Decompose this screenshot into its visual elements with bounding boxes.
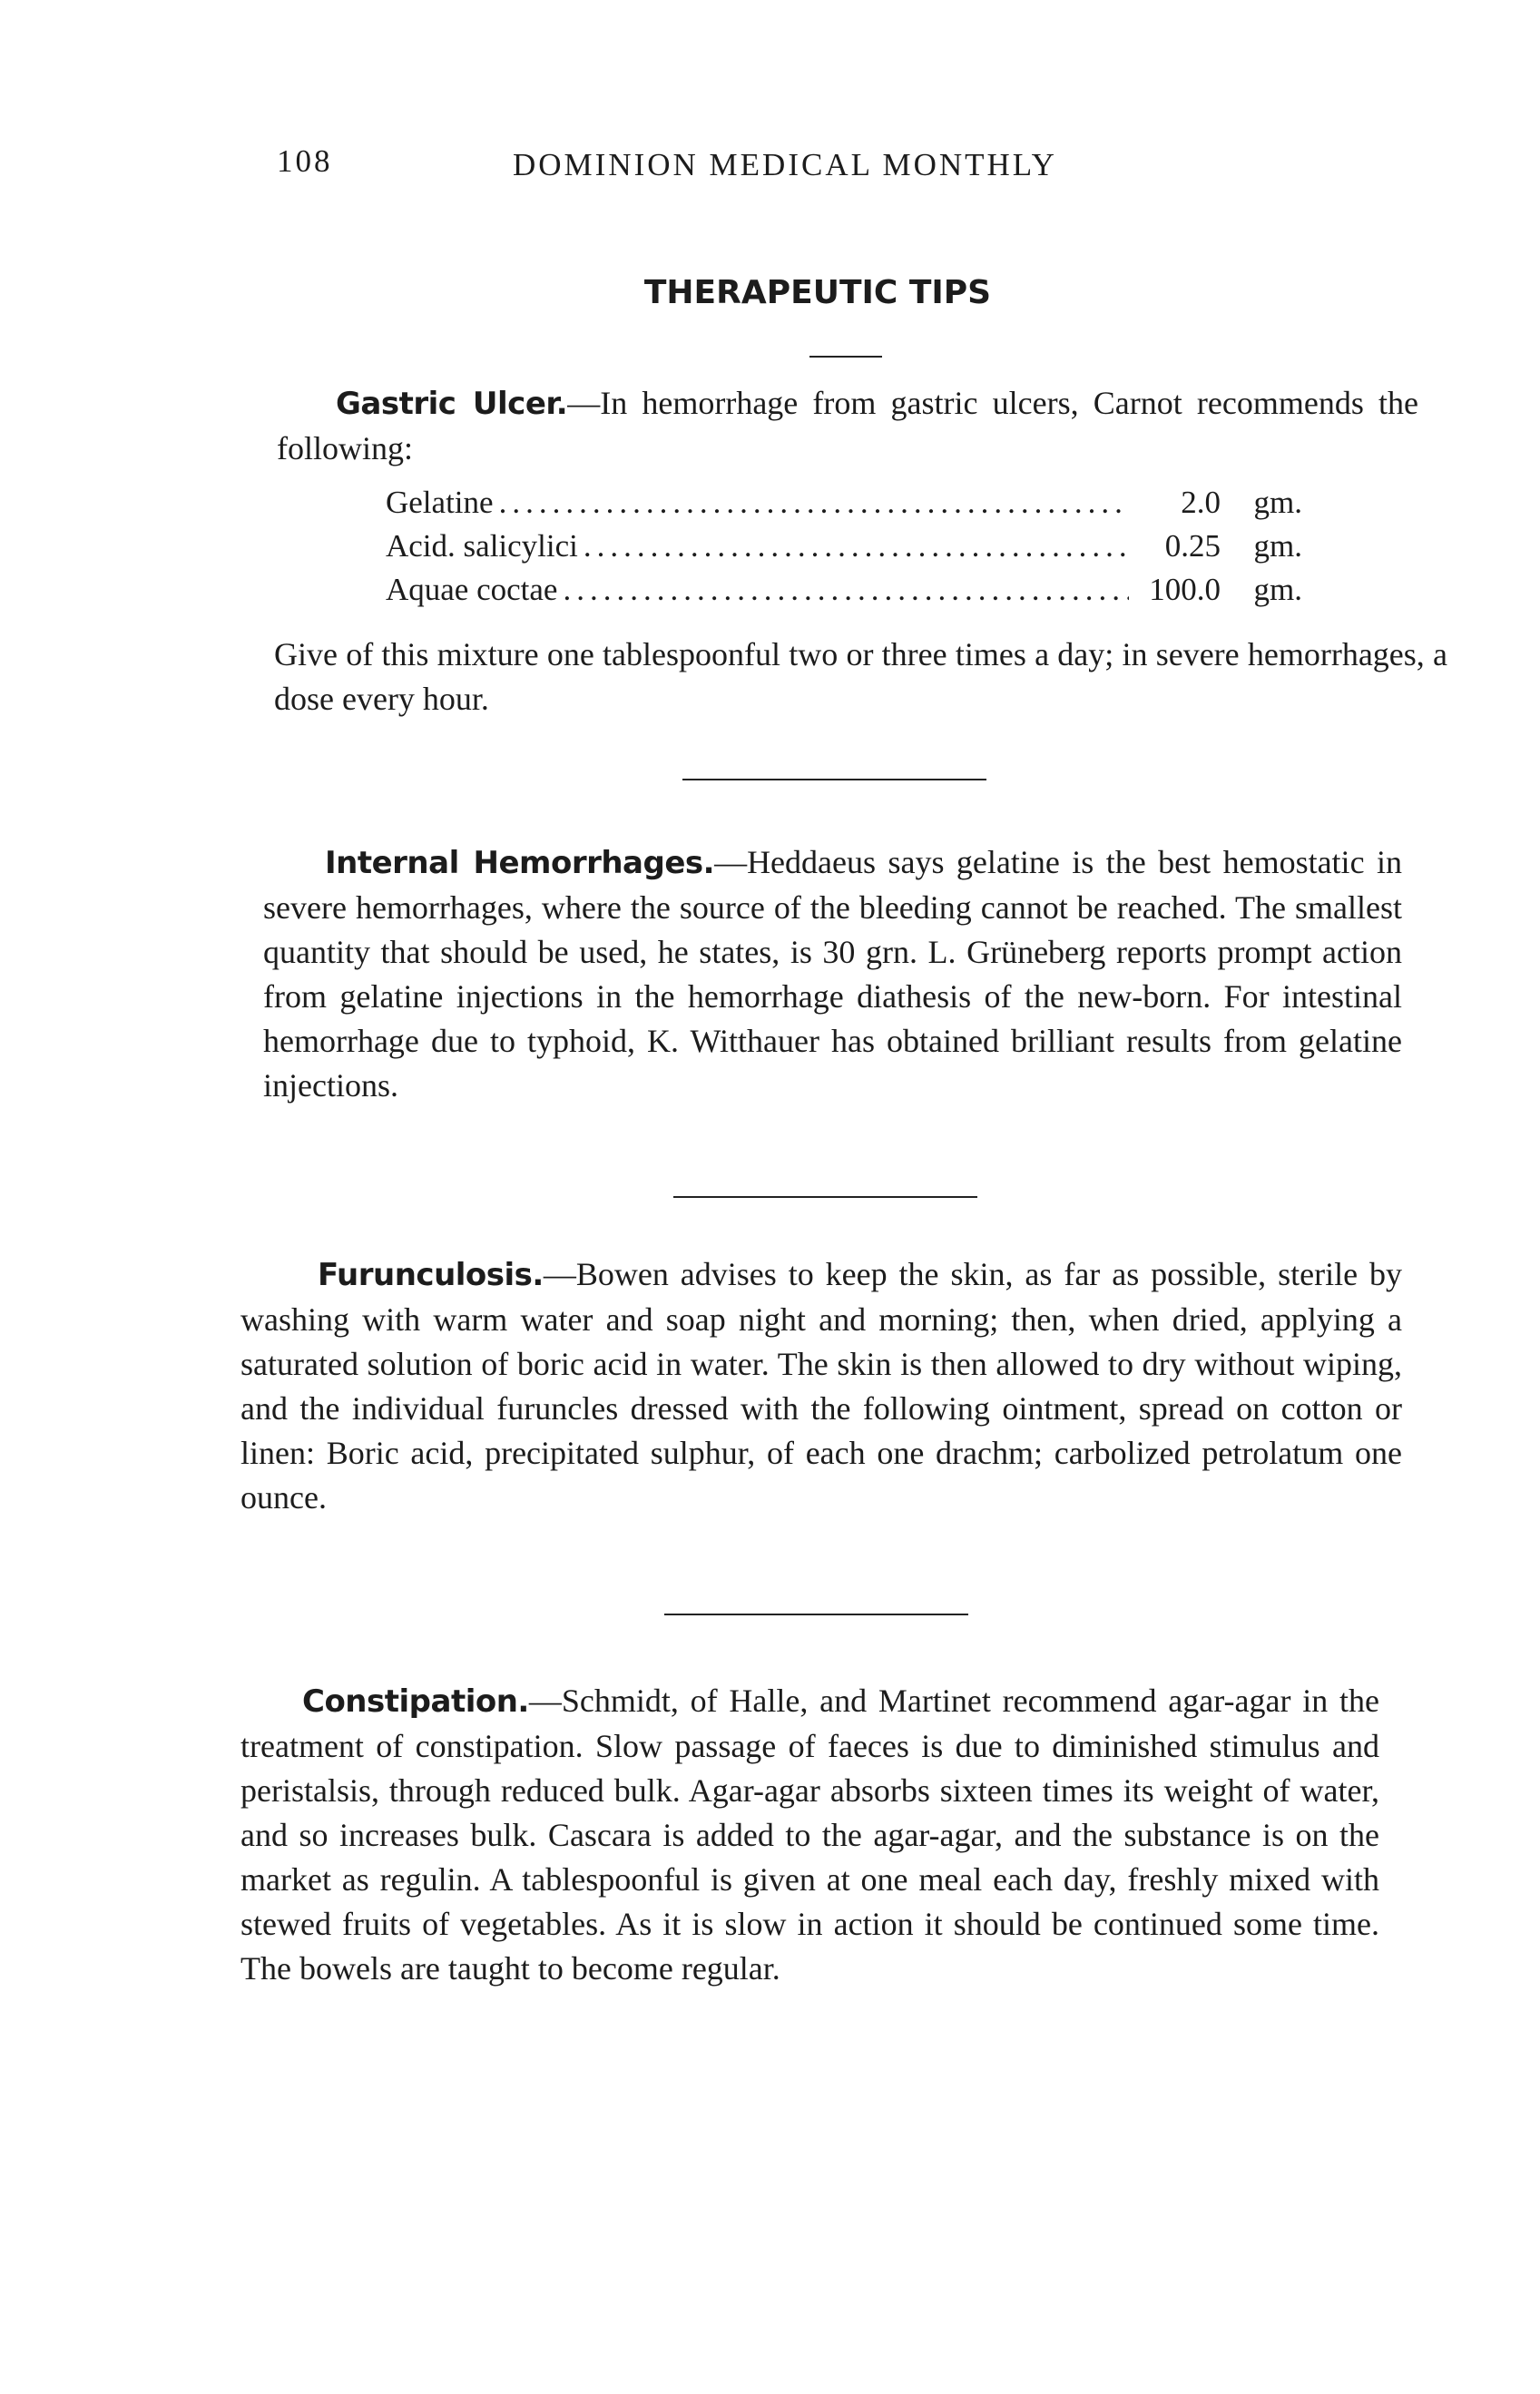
recipe-quantity: 2.0 — [1181, 485, 1221, 520]
dot-leader — [584, 525, 1129, 568]
recipe-row — [386, 525, 1302, 568]
separator-rule — [682, 779, 986, 780]
recipe-row — [386, 481, 1302, 525]
recipe-ingredient: Acid. salicylici — [386, 528, 578, 564]
article-paragraph — [240, 1679, 1379, 1991]
article-text: —Schmidt, of Halle, and Martinet recommend agar-agar in the treatment of constipation. Slow passage of faeces is due to diminished stimulus and peristalsis, through reduced bulk. Agar-agar absorbs sixteen times its weight of water, and so increases bulk. Cascara is added to the agar-agar, and the substance is on the market as regulin. A tablespoonful is given at one meal each day, freshly mixed with stewed fruits of vegetables. As it is slow in action it should be continued some time. The bowels are taught to become regular. — [240, 1683, 1379, 1987]
recipe-ingredient: Aquae coctae — [386, 572, 558, 607]
running-head — [277, 143, 1184, 189]
article-gastric-ulcer-dosage — [274, 633, 1447, 721]
recipe-unit: gm. — [1253, 528, 1302, 564]
title-rule — [809, 356, 882, 358]
journal-title: DOMINION MEDICAL MONTHLY — [513, 147, 1057, 182]
article-text: —In hemorrhage from gastric ulcers, Carnot recommends the following: — [277, 385, 1418, 466]
article-lead: Internal Hemorrhages. — [325, 845, 715, 881]
separator-rule — [673, 1196, 977, 1198]
article-paragraph — [277, 381, 1418, 471]
article-lead: Furunculosis. — [318, 1257, 544, 1293]
recipe-list — [386, 481, 1302, 612]
article-paragraph: Give of this mixture one tablespoonful two or three times a day; in severe hemorrhages, a dose every hour. — [274, 636, 1447, 717]
article-text: —Heddaeus says gelatine is the best hemostatic in severe hemorrhages, where the source of the bleeding cannot be reached. The smallest quantity that should be used, he states, is 30 grn. L. Grüneberg reports prompt action from gelatine injections in the hemorrhage diathesis of the new-born. For intestinal hemorrhage due to typhoid, K. Witthauer has obtained brilliant results from gelatine injections. — [263, 844, 1402, 1104]
page-number: 108 — [277, 143, 333, 179]
article-paragraph — [240, 1252, 1402, 1520]
article-lead: Constipation. — [302, 1683, 529, 1720]
recipe-row — [386, 568, 1302, 612]
recipe-unit: gm. — [1253, 485, 1302, 520]
article-constipation — [240, 1679, 1379, 1991]
article-gastric-ulcer — [277, 381, 1418, 471]
article-lead: Gastric Ulcer. — [336, 386, 568, 422]
recipe-ingredient: Gelatine — [386, 485, 494, 520]
recipe-unit: gm. — [1253, 572, 1302, 607]
article-furunculosis — [240, 1252, 1402, 1520]
recipe-quantity: 100.0 — [1149, 572, 1221, 607]
article-text: —Bowen advises to keep the skin, as far as possible, sterile by washing with warm water and soap night and morning; then, when dried, applying a saturated solution of boric acid in water. The skin is then allowed to dry without wiping, and the individual furuncles dressed with the following ointment, spread on cotton or linen: Boric acid, precipitated sulphur, of each one drachm; carbolized petrolatum one ounce. — [240, 1256, 1402, 1516]
dot-leader — [499, 481, 1129, 525]
separator-rule — [664, 1614, 968, 1615]
article-internal-hemorrhages — [263, 840, 1402, 1108]
article-paragraph — [263, 840, 1402, 1108]
dot-leader — [563, 568, 1129, 612]
section-title: THERAPEUTIC TIPS — [643, 274, 992, 311]
recipe-quantity: 0.25 — [1164, 528, 1221, 564]
